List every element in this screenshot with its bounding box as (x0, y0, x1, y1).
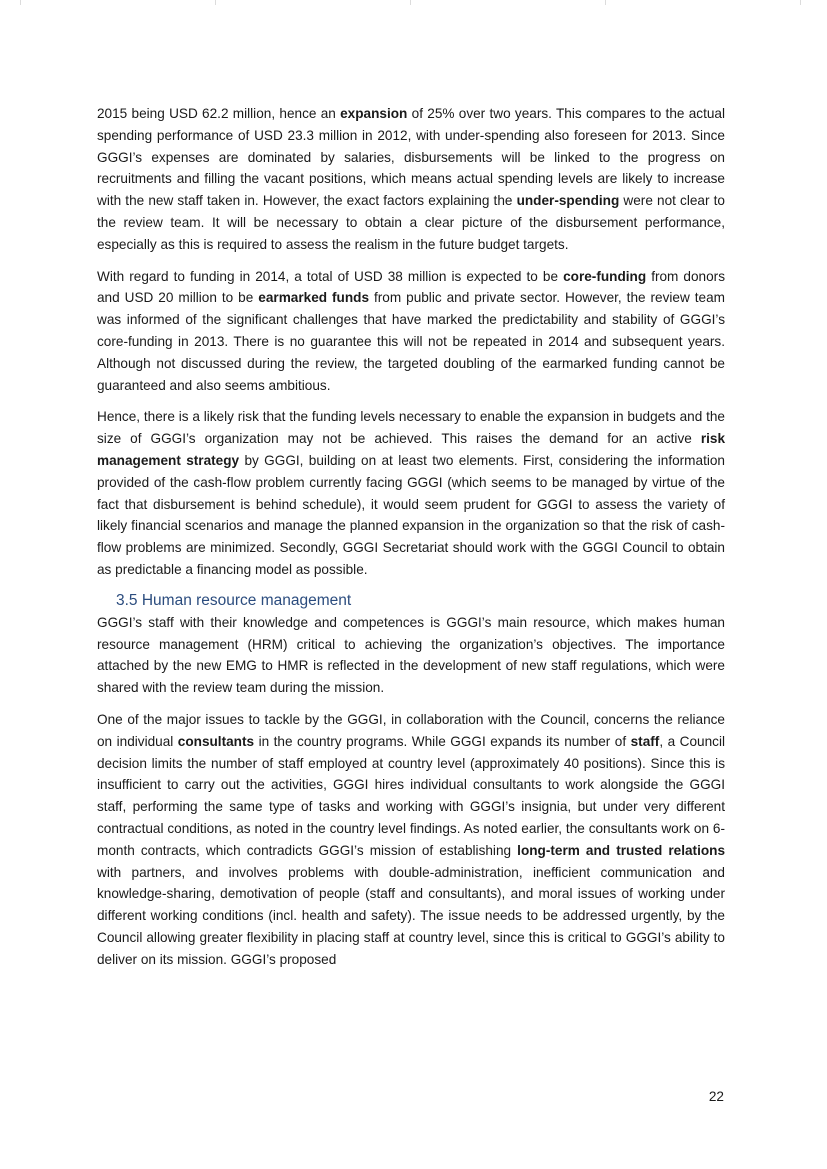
paragraph-risk (97, 406, 725, 580)
text-run: , a Council decision limits the number of staff employed at country level (approximately 40 positions). Since this is insufficient to carry out the activities, GGGI hires individual consultants to work alongside the GGGI staff, performing the same type of tasks and working with GGGI’s insignia, but under very different contractual conditions, as noted in the country level findings. As noted earlier, the consultants work on 6-month contracts, which contradicts GGGI’s mission of establishing (97, 733, 725, 858)
section-heading-hrm: 3.5 Human resource management (116, 591, 352, 609)
bold-term: staff (630, 733, 660, 749)
text-run: from donors and USD 20 million to be (97, 268, 725, 306)
page-number: 22 (708, 1089, 724, 1104)
bold-term: under-spending (516, 193, 620, 209)
bold-term: expansion (340, 106, 408, 121)
text-run: One of the major issues to tackle by the GGGI, in collaboration with the Council, concerns the reliance on individual (97, 711, 725, 749)
text-run: GGGI’s staff with their knowledge and competences is GGGI’s main resource, which makes human resource management (HRM) critical to achieving the organization’s objectives. The importance attached by the new EMG to HMR is reflected in the development of new staff regulations, which were shared with the review team during the mission. (97, 614, 725, 696)
scan-edge-marks (0, 0, 827, 6)
paragraph-consultants (97, 709, 725, 971)
paragraph-budget (97, 103, 725, 256)
text-run: from public and private sector. However, the review team was informed of the significant challenges that have marked the predictability and stability of GGGI’s core-funding in 2013. There is no guarantee this will not be repeated in 2014 and subsequent years. Although not discussed during the review, the targeted doubling of the earmarked funding cannot be guaranteed and also seems ambitious. (97, 290, 725, 393)
text-run: were not clear to the review team. It will be necessary to obtain a clear picture of the disbursement performance, especially as this is required to assess the realism in the future budget targets. (97, 193, 725, 252)
bold-term: consultants (177, 733, 255, 749)
bold-term: earmarked funds (258, 290, 370, 306)
text-run: Hence, there is a likely risk that the funding levels necessary to enable the expansion in budgets and the size of GGGI’s organization may not be achieved. This raises the demand for an active (97, 409, 725, 447)
bold-term: long-term and trusted relations (517, 842, 726, 858)
bold-term: core-funding (563, 268, 647, 284)
text-run: by GGGI, building on at least two elements. First, considering the information provided of the cash-flow problem currently facing GGGI (which seems to be managed by virtue of the fact that disbursement is behind schedule), it would seem prudent for GGGI to assess the variety of likely financial scenarios and manage the planned expansion in the organization so that the risk of cash-flow problems are minimized. Secondly, GGGI Secretariat should work with the GGGI Council to obtain as predictable a financing model as possible. (97, 452, 725, 577)
bold-term: risk management strategy (97, 431, 725, 468)
paragraph-hrm (97, 612, 725, 699)
paragraph-funding (97, 266, 725, 397)
text-run: in the country programs. While GGGI expands its number of (254, 733, 631, 749)
document-page (97, 103, 725, 980)
text-run: with partners, and involves problems with double-administration, inefficient communication and knowledge-sharing, demotivation of people (staff and consultants), and moral issues of working under different working conditions (incl. health and safety). The issue needs to be addressed urgently, by the Council allowing greater flexibility in placing staff at country level, since this is critical to GGGI’s ability to deliver on its mission. GGGI’s proposed (97, 864, 725, 967)
text-run: With regard to funding in 2014, a total of USD 38 million is expected to be (97, 268, 564, 284)
text-run: 2015 being USD 62.2 million, hence an (97, 106, 341, 121)
text-run: of 25% over two years. This compares to the actual spending performance of USD 23.3 million in 2012, with under-spending also foreseen for 2013. Since GGGI’s expenses are dominated by salaries, disbursements will be linked to the progress on recruitments and filling the vacant positions, which means actual spending levels are likely to increase with the new staff taken in. However, the exact factors explaining the (97, 106, 725, 209)
